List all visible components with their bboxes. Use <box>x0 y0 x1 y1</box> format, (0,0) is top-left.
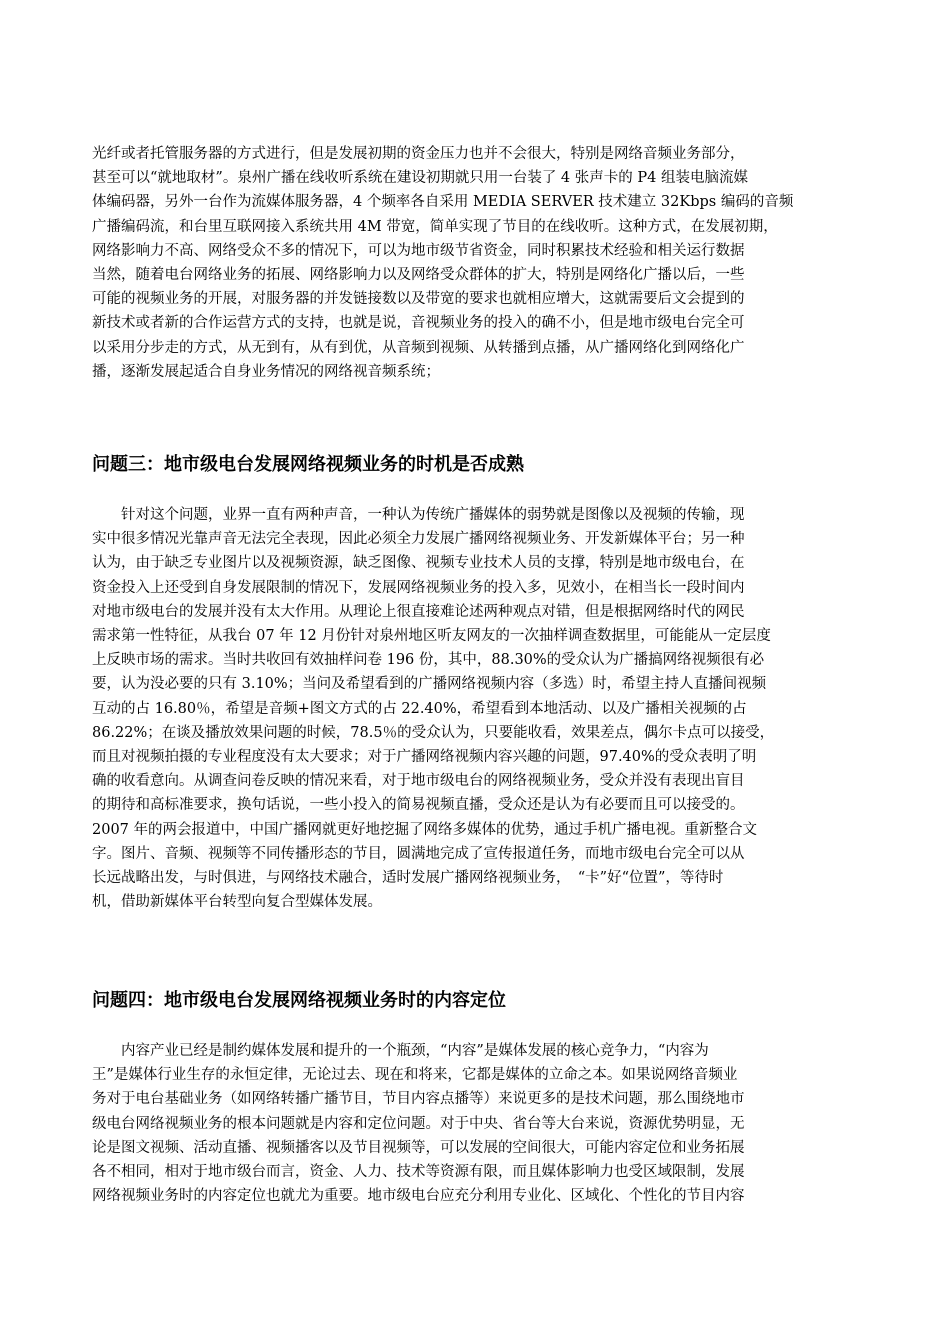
paragraph-line: 字。图片、音频、视频等不同传播形态的节目，圆满地完成了宣传报道任务，而地市级电台完全可以从 <box>92 845 745 862</box>
paragraph-line: 内容产业已经是制约媒体发展和提升的一个瓶颈，“内容”是媒体发展的核心竞争力，“内容为 <box>92 1043 709 1059</box>
paragraph-line: 而且对视频拍摄的专业程度没有太大要求；对于广播网络视频内容兴趣的问题，97.40%的受众表明了明 <box>92 749 757 766</box>
paragraph-line: 2007 年的两会报道中，中国广播网就更好地挖掘了网络多媒体的优势，通过手机广播电视。重新整合文 <box>92 821 758 838</box>
paragraph-line: 广播编码流，和台里互联网接入系统共用 4M 带宽，简单实现了节目的在线收听。这种方式，在发展初期， <box>92 218 778 235</box>
paragraph-line: 的期待和高标准要求，换句话说，一些小投入的简易视频直播，受众还是认为有必要而且可以接受的。 <box>92 797 745 814</box>
paragraph-line: 需求第一性特征，从我台 07 年 12 月份针对泉州地区听友网友的一次抽样调查数据里，可能能从一定层度 <box>92 628 771 645</box>
section-heading-3: 问题三：地市级电台发展网络视频业务的时机是否成熟 <box>92 454 524 475</box>
paragraph-line: 网络影响力不高、网络受众不多的情况下，可以为地市级节省资金，同时积累技术经验和相关运行数据 <box>92 242 745 259</box>
paragraph-line: 各不相同，相对于地市级台而言，资金、人力、技术等资源有限，而且媒体影响力也受区域限制，发展 <box>92 1164 745 1181</box>
paragraph-line: 机，借助新媒体平台转型向复合型媒体发展。 <box>92 894 382 911</box>
paragraph-line: 认为，由于缺乏专业图片以及视频资源，缺乏图像、视频专业技术人员的支撑，特别是地市级电台，在 <box>92 555 745 572</box>
paragraph-line: 播，逐渐发展起适合自身业务情况的网络视音频系统； <box>92 363 440 380</box>
paragraph-line: 上反映市场的需求。当时共收回有效抽样问卷 196 份，其中，88.30%的受众认为广播搞网络视频很有必 <box>92 652 765 669</box>
paragraph-line: 确的收看意向。从调查问卷反映的情况来看，对于地市级电台的网络视频业务，受众并没有表现出盲目 <box>92 773 745 790</box>
paragraph-line: 务对于电台基础业务（如网络转播广播节目，节目内容点播等）来说更多的是技术问题，那么围绕地市 <box>92 1091 745 1108</box>
paragraph-line: 网络视频业务时的内容定位也就尤为重要。地市级电台应充分利用专业化、区域化、个性化的节目内容 <box>92 1188 745 1205</box>
paragraph-line: 王”是媒体行业生存的永恒定律，无论过去、现在和将来，它都是媒体的立命之本。如果说网络音频业 <box>92 1067 738 1084</box>
paragraph-line: 新技术或者新的合作运营方式的支持，也就是说，音视频业务的投入的确不小，但是地市级电台完全可 <box>92 315 745 332</box>
paragraph-line: 甚至可以“就地取材”。泉州广播在线收听系统在建设初期就只用一台装了 4 张声卡的 P4 组装电脑流媒 <box>92 170 748 187</box>
body-paragraph-3 <box>92 1039 862 1208</box>
paragraph-line: 级电台网络视频业务的根本问题就是内容和定位问题。对于中央、省台等大台来说，资源优势明显，无 <box>92 1115 745 1132</box>
paragraph-line: 要，认为没必要的只有 3.10%；当问及希望看到的广播网络视频内容（多选）时，希望主持人直播间视频 <box>92 676 767 693</box>
paragraph-line: 当然，随着电台网络业务的拓展、网络影响力以及网络受众群体的扩大，特别是网络化广播以后，一些 <box>92 267 745 284</box>
paragraph-line: 实中很多情况光靠声音无法完全表现，因此必须全力发展广播网络视频业务、开发新媒体平台；另一种 <box>92 531 745 548</box>
section-heading-4: 问题四：地市级电台发展网络视频业务时的内容定位 <box>92 990 506 1011</box>
paragraph-line: 论是图文视频、活动直播、视频播客以及节目视频等，可以发展的空间很大，可能内容定位和业务拓展 <box>92 1139 745 1156</box>
paragraph-line: 以采用分步走的方式，从无到有，从有到优，从音频到视频、从转播到点播，从广播网络化到网络化广 <box>92 339 745 356</box>
paragraph-line: 长远战略出发，与时俱进，与网络技术融合，适时发展广播网络视频业务， “卡”好“位置”，等待时 <box>92 870 724 887</box>
paragraph-line: 86.22%；在谈及播放效果问题的时候，78.5％的受众认为，只要能收看，效果差点，偶尔卡点可以接受， <box>92 724 775 741</box>
paragraph-line: 可能的视频业务的开展，对服务器的并发链接数以及带宽的要求也就相应增大，这就需要后文会提到的 <box>92 291 745 308</box>
body-paragraph-2 <box>92 503 862 914</box>
paragraph-line: 体编码器，另外一台作为流媒体服务器，4 个频率各自采用 MEDIA SERVER 技术建立 32Kbps 编码的音频 <box>92 194 794 211</box>
body-paragraph-1 <box>92 142 862 384</box>
paragraph-line: 资金投入上还受到自身发展限制的情况下，发展网络视频业务的投入多，见效小，在相当长一段时间内 <box>92 579 745 596</box>
paragraph-line: 针对这个问题，业界一直有两种声音，一种认为传统广播媒体的弱势就是图像以及视频的传输，现 <box>92 507 745 523</box>
paragraph-line: 光纤或者托管服务器的方式进行，但是发展初期的资金压力也并不会很大，特别是网络音频业务部分， <box>92 146 745 162</box>
paragraph-line: 互动的占 16.80％，希望是音频+图文方式的占 22.40%，希望看到本地活动、以及广播相关视频的占 <box>92 700 747 717</box>
paragraph-line: 对地市级电台的发展并没有太大作用。从理论上很直接难论述两种观点对错，但是根据网络时代的网民 <box>92 603 745 620</box>
